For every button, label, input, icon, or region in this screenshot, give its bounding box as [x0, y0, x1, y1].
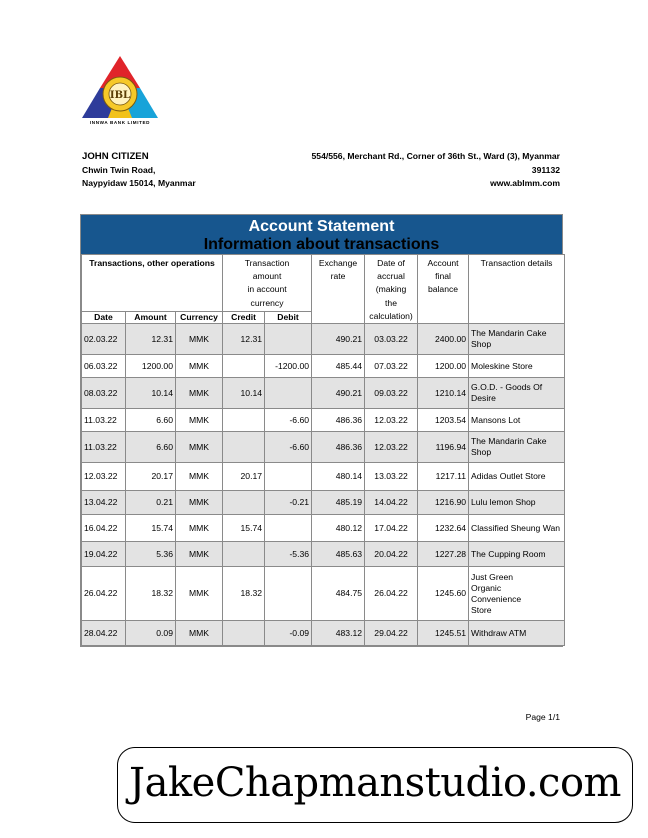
cell-balance: 1196.94 — [418, 432, 469, 463]
cell-balance: 2400.00 — [418, 324, 469, 355]
cell-accrual: 07.03.22 — [365, 355, 418, 378]
cell-debit: -6.60 — [265, 432, 312, 463]
cell-amount: 0.09 — [126, 621, 176, 646]
customer-city: Naypyidaw 15014, Myanmar — [82, 178, 196, 188]
cell-rate: 490.21 — [312, 324, 365, 355]
table-row — [82, 567, 565, 621]
header-accrual-line: accrual — [377, 271, 405, 282]
statement-subtitle: Information about transactions — [203, 236, 440, 253]
transactions-table — [81, 254, 565, 646]
header-amount-line: Transaction — [244, 258, 290, 268]
table-row — [82, 515, 565, 542]
cell-accrual: 12.03.22 — [365, 409, 418, 432]
header-accrual-line: the — [385, 297, 397, 308]
cell-amount: 5.36 — [126, 542, 176, 567]
cell-balance: 1216.90 — [418, 491, 469, 515]
cell-details: Withdraw ATM — [469, 621, 565, 646]
cell-credit — [223, 542, 265, 567]
statement-title: Account Statement — [248, 218, 395, 235]
customer-address — [82, 150, 196, 191]
cell-accrual: 03.03.22 — [365, 324, 418, 355]
header-amount-in-currency — [223, 255, 312, 312]
cell-amount: 6.60 — [126, 409, 176, 432]
header-exchange-rate — [312, 255, 365, 324]
cell-details: Lulu lemon Shop — [469, 491, 565, 515]
cell-credit: 15.74 — [223, 515, 265, 542]
page-number: Page 1/1 — [525, 712, 560, 722]
header-date: Date — [82, 312, 126, 324]
header-credit: Credit — [223, 312, 265, 324]
table-row — [82, 491, 565, 515]
table-row — [82, 324, 565, 355]
cell-debit: -5.36 — [265, 542, 312, 567]
cell-details: Adidas Outlet Store — [469, 463, 565, 491]
cell-debit: -6.60 — [265, 409, 312, 432]
cell-credit: 20.17 — [223, 463, 265, 491]
cell-currency: MMK — [176, 542, 223, 567]
cell-rate: 485.44 — [312, 355, 365, 378]
cell-currency: MMK — [176, 432, 223, 463]
header-details: Transaction details — [469, 255, 565, 324]
cell-currency: MMK — [176, 378, 223, 409]
cell-details: The Mandarin Cake Shop — [469, 432, 565, 463]
cell-amount: 1200.00 — [126, 355, 176, 378]
cell-date: 06.03.22 — [82, 355, 126, 378]
cell-currency: MMK — [176, 491, 223, 515]
cell-debit — [265, 463, 312, 491]
customer-name: JOHN CITIZEN — [82, 151, 149, 162]
cell-currency: MMK — [176, 409, 223, 432]
cell-credit: 10.14 — [223, 378, 265, 409]
cell-date: 08.03.22 — [82, 378, 126, 409]
cell-details: Mansons Lot — [469, 409, 565, 432]
cell-debit: -0.21 — [265, 491, 312, 515]
cell-balance: 1245.60 — [418, 567, 469, 621]
cell-currency: MMK — [176, 355, 223, 378]
cell-credit — [223, 432, 265, 463]
table-row — [82, 378, 565, 409]
cell-rate: 485.19 — [312, 491, 365, 515]
cell-debit — [265, 515, 312, 542]
cell-accrual: 29.04.22 — [365, 621, 418, 646]
cell-amount: 10.14 — [126, 378, 176, 409]
cell-balance: 1232.64 — [418, 515, 469, 542]
cell-debit: -0.09 — [265, 621, 312, 646]
header-exchange-line: rate — [330, 271, 346, 282]
header-accrual-line: calculation) — [369, 310, 413, 321]
table-row — [82, 432, 565, 463]
header-accrual-date — [365, 255, 418, 324]
table-row — [82, 355, 565, 378]
cell-currency: MMK — [176, 324, 223, 355]
cell-date: 28.04.22 — [82, 621, 126, 646]
header-final-balance — [418, 255, 469, 324]
cell-amount: 6.60 — [126, 432, 176, 463]
cell-amount: 15.74 — [126, 515, 176, 542]
table-row — [82, 409, 565, 432]
bank-logo — [79, 52, 161, 128]
bank-address-line2: 391132 — [531, 164, 560, 175]
cell-date: 26.04.22 — [82, 567, 126, 621]
cell-balance: 1200.00 — [418, 355, 469, 378]
header-transactions: Transactions, other operations — [82, 255, 223, 312]
header-currency: Currency — [176, 312, 223, 324]
header-accrual-line: (making — [375, 284, 407, 295]
customer-street: Chwin Twin Road, — [82, 164, 156, 175]
bank-name-caption: INNWA BANK LIMITED — [89, 120, 151, 125]
cell-rate: 480.12 — [312, 515, 365, 542]
watermark-banner: JakeChapmanstudio.com — [117, 747, 633, 823]
cell-debit — [265, 567, 312, 621]
table-row — [82, 463, 565, 491]
cell-rate: 490.21 — [312, 378, 365, 409]
cell-currency: MMK — [176, 463, 223, 491]
cell-date: 12.03.22 — [82, 463, 126, 491]
header-row — [82, 255, 565, 312]
header-accrual-line: Date of — [377, 258, 405, 268]
cell-rate: 485.63 — [312, 542, 365, 567]
cell-details: Just Green Organic Convenience Store — [469, 567, 565, 621]
bank-address — [312, 150, 560, 191]
cell-date: 13.04.22 — [82, 491, 126, 515]
cell-credit — [223, 621, 265, 646]
cell-currency: MMK — [176, 515, 223, 542]
header-amount-line: amount — [252, 271, 282, 282]
cell-amount: 20.17 — [126, 463, 176, 491]
account-statement — [80, 214, 563, 647]
header-amount: Amount — [126, 312, 176, 324]
cell-accrual: 09.03.22 — [365, 378, 418, 409]
cell-balance: 1203.54 — [418, 409, 469, 432]
cell-amount: 0.21 — [126, 491, 176, 515]
cell-credit: 12.31 — [223, 324, 265, 355]
cell-amount: 12.31 — [126, 324, 176, 355]
cell-accrual: 26.04.22 — [365, 567, 418, 621]
cell-amount: 18.32 — [126, 567, 176, 621]
cell-details: The Mandarin Cake Shop — [469, 324, 565, 355]
cell-debit — [265, 324, 312, 355]
cell-accrual: 12.03.22 — [365, 432, 418, 463]
header-debit: Debit — [265, 312, 312, 324]
cell-rate: 483.12 — [312, 621, 365, 646]
cell-date: 11.03.22 — [82, 409, 126, 432]
cell-date: 19.04.22 — [82, 542, 126, 567]
header-amount-line: currency — [250, 297, 284, 308]
cell-credit — [223, 491, 265, 515]
cell-accrual: 20.04.22 — [365, 542, 418, 567]
cell-rate: 480.14 — [312, 463, 365, 491]
cell-debit: -1200.00 — [265, 355, 312, 378]
cell-credit — [223, 409, 265, 432]
cell-balance: 1227.28 — [418, 542, 469, 567]
cell-rate: 484.75 — [312, 567, 365, 621]
cell-credit — [223, 355, 265, 378]
header-amount-line: in account — [247, 284, 287, 295]
cell-credit: 18.32 — [223, 567, 265, 621]
bank-website: www.ablmm.com — [490, 178, 560, 188]
header-balance-line: final — [435, 271, 451, 282]
cell-details: The Cupping Room — [469, 542, 565, 567]
cell-currency: MMK — [176, 621, 223, 646]
logo-text: IBL — [109, 90, 131, 101]
header-exchange-line: Exchange — [318, 258, 358, 268]
cell-debit — [265, 378, 312, 409]
cell-accrual: 17.04.22 — [365, 515, 418, 542]
cell-rate: 486.36 — [312, 409, 365, 432]
cell-balance: 1245.51 — [418, 621, 469, 646]
cell-date: 16.04.22 — [82, 515, 126, 542]
header-balance-line: balance — [427, 284, 459, 295]
cell-details: Moleskine Store — [469, 355, 565, 378]
cell-rate: 486.36 — [312, 432, 365, 463]
cell-details: G.O.D. - Goods Of Desire — [469, 378, 565, 409]
cell-accrual: 13.03.22 — [365, 463, 418, 491]
bank-address-line1: 554/556, Merchant Rd., Corner of 36th St., Ward (3), Myanmar — [311, 151, 560, 161]
table-row — [82, 621, 565, 646]
cell-details: Classified Sheung Wan — [469, 515, 565, 542]
cell-date: 02.03.22 — [82, 324, 126, 355]
cell-date: 11.03.22 — [82, 432, 126, 463]
table-row — [82, 542, 565, 567]
cell-accrual: 14.04.22 — [365, 491, 418, 515]
header-balance-line: Account — [427, 258, 459, 268]
cell-balance: 1210.14 — [418, 378, 469, 409]
cell-balance: 1217.11 — [418, 463, 469, 491]
statement-header — [81, 215, 562, 254]
cell-currency: MMK — [176, 567, 223, 621]
